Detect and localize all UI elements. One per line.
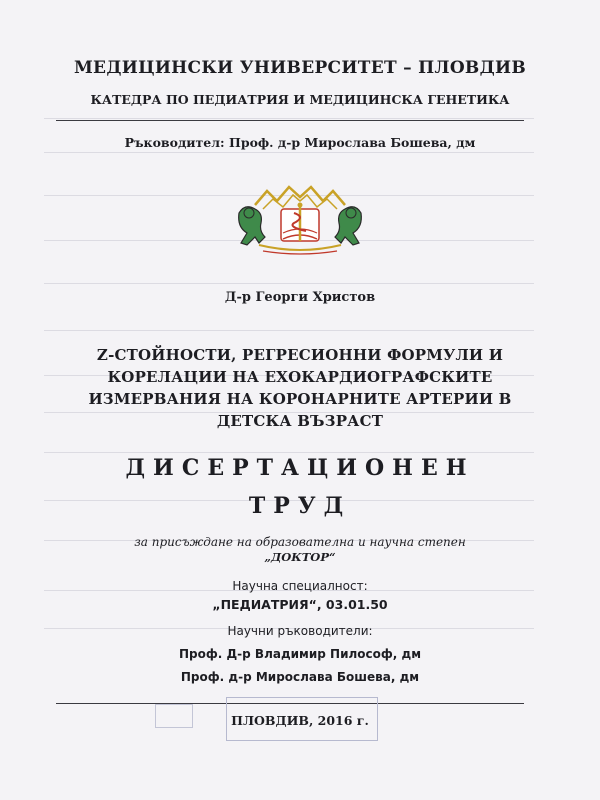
supervisor-1: Проф. Д-р Владимир Пилософ, дм [178, 647, 422, 661]
title-line: КОРЕЛАЦИИ НА ЕХОКАРДИОГРАФСКИТЕ [107, 368, 493, 386]
title-line: ИЗМЕРВАНИЯ НА КОРОНАРНИТЕ АРТЕРИИ В [88, 390, 512, 408]
award-text: за присъждане на образователна и научна степен [134, 535, 466, 549]
specialty-value-text: „ПЕДИАТРИЯ“, 03.01.50 [212, 597, 388, 612]
university-name: МЕДИЦИНСКИ УНИВЕРСИТЕТ – ПЛОВДИВ [73, 58, 527, 78]
header-divider [56, 120, 524, 121]
place-and-year: ПЛОВДИВ, 2016 г. [231, 713, 369, 728]
specialty-value [0, 597, 600, 612]
title-line: Z-СТОЙНОСТИ, РЕГРЕСИОННИ ФОРМУЛИ И [96, 346, 504, 364]
document-type-line1: ДИСЕРТАЦИОНЕН [125, 455, 475, 481]
degree-name: „ДОКТОР“ [264, 550, 336, 564]
specialty-label: Научна специалност: [232, 579, 368, 593]
department-name: КАТЕДРА ПО ПЕДИАТРИЯ И МЕДИЦИНСКА ГЕНЕТИКА [90, 92, 510, 107]
head-of-department: Ръководител: Проф. д-р Мирослава Бошева, дм [124, 135, 476, 150]
document-type-line2: ТРУД [248, 493, 352, 519]
supervisors-label: Научни ръководители: [227, 624, 373, 638]
title-line: ДЕТСКА ВЪЗРАСТ [216, 412, 384, 430]
supervisor-2: Проф. д-р Мирослава Бошева, дм [180, 670, 420, 684]
author-name: Д-р Георги Христов [224, 290, 376, 305]
university-crest-icon [233, 183, 367, 255]
dissertation-title [0, 344, 600, 432]
